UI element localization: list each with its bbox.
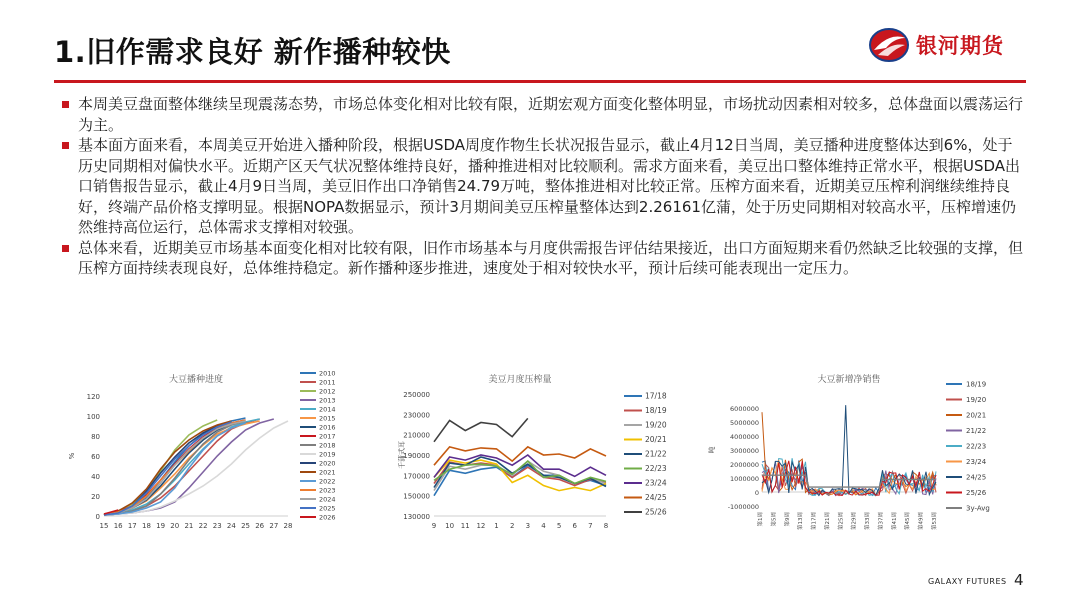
x-tick-label: 8	[603, 522, 609, 530]
x-tick-label: 第49周	[918, 512, 925, 530]
x-tick-label: 1	[494, 522, 499, 530]
legend-label: 24/25	[645, 493, 667, 502]
chart-title: 美豆月度压榨量	[488, 375, 552, 385]
x-tick-label: 6	[572, 522, 577, 530]
x-tick-label: 第37周	[878, 512, 885, 530]
x-tick-label: 28	[283, 522, 293, 530]
x-tick-label: 18	[142, 522, 151, 530]
legend-label: 2016	[319, 423, 336, 432]
legend-label: 2015	[319, 414, 336, 423]
y-tick-label: 3000000	[730, 447, 759, 455]
x-tick-label: 第25周	[838, 512, 845, 530]
x-tick-label: 第41周	[891, 512, 898, 530]
bullet-text: 本周美豆盘面整体继续呈现震荡态势，市场总体变化相对比较有限，近期宏观方面变化整体明显，市场扰动因素相对较多，总体盘面以震荡运行为主。	[78, 95, 1024, 134]
chart-net-sales	[706, 368, 1024, 548]
legend-label: 2023	[319, 486, 336, 495]
x-tick-label: 26	[255, 522, 265, 530]
legend-label: 2021	[319, 468, 336, 477]
legend-label: 17/18	[645, 391, 667, 401]
y-tick-label: 4000000	[730, 433, 759, 441]
y-tick-label: 0	[754, 489, 759, 497]
chart-net-sales-svg	[706, 368, 1024, 548]
x-tick-label: 11	[460, 522, 470, 530]
x-tick-label: 17	[127, 522, 137, 530]
x-tick-label: 19	[156, 522, 166, 530]
x-tick-label: 第13周	[798, 512, 805, 530]
y-tick-label: 190000	[403, 452, 430, 460]
legend-label: 2022	[319, 477, 336, 486]
x-tick-label: 22	[198, 522, 208, 530]
chart-title: 大豆播种进度	[168, 375, 224, 385]
y-tick-label: -1000000	[727, 503, 759, 511]
chart-monthly-crush-svg	[380, 368, 680, 538]
legend-label: 2012	[319, 387, 336, 396]
bullet-marker	[62, 245, 69, 252]
legend-label: 20/21	[966, 411, 987, 420]
x-tick-label: 23	[212, 522, 222, 530]
y-tick-label: 60	[91, 453, 100, 461]
legend-label: 2010	[319, 369, 336, 378]
x-tick-label: 第29周	[851, 512, 858, 530]
galaxy-logo-icon	[868, 26, 910, 64]
series-line-19/20	[434, 461, 606, 491]
y-tick-label: 1000000	[730, 475, 759, 483]
y-tick-label: 210000	[403, 431, 430, 440]
legend-label: 2013	[319, 396, 336, 405]
x-tick-label: 第21周	[824, 512, 831, 530]
legend-label: 19/20	[966, 396, 987, 404]
chart-planting-progress	[66, 368, 358, 538]
legend-label: 18/19	[966, 380, 987, 389]
x-tick-label: 25	[241, 522, 250, 530]
x-tick-label: 第53周	[932, 512, 938, 530]
legend-label: 20/21	[645, 435, 667, 444]
legend-label: 24/25	[966, 473, 987, 482]
x-tick-label: 5	[556, 522, 562, 530]
legend-label: 3y-Avg	[966, 504, 990, 513]
y-tick-label: 250000	[403, 391, 430, 399]
page-title: 1.旧作需求良好 新作播种较快	[54, 35, 451, 69]
bullet-text: 基本面方面来看，本周美豆开始进入播种阶段，根据USDA周度作物生长状况报告显示，截止4月12日当周，美豆播种进度整体达到6%，处于历史同期相对偏快水平。近期产区天气状况整体维持良好，播种推进相对比较顺利。需求方面来看，美豆出口整体维持正常水平，根据USDA出口销售报告显示，截止4月9日当周，美豆旧作出口净销售24.79万吨，整体推进相对比较正常。压榨方面来看，近期美豆压榨利润继续维持良好，终端产品价格支撑明显。根据NOPA数据显示，预计3月期间美豆压榨量整体达到2.26161亿蒲，处于历史同期相对较高水平，压榨增速仍然维持高位运行，总体需求支撑相对较强。	[78, 136, 1021, 236]
title-divider	[54, 80, 1026, 83]
legend-label: 2019	[319, 450, 336, 459]
legend-label: 2018	[319, 441, 336, 450]
logo-text: 银河期货	[916, 34, 1004, 58]
x-tick-label: 第45周	[905, 512, 912, 530]
y-tick-label: 20	[91, 493, 100, 501]
series-line-25/26	[434, 418, 528, 441]
x-tick-label: 7	[588, 522, 593, 530]
series-line-17/18	[434, 465, 606, 496]
legend-label: 2024	[319, 495, 336, 504]
x-tick-label: 4	[541, 522, 546, 530]
bullet-item	[62, 238, 1024, 279]
legend-label: 21/22	[645, 449, 667, 459]
legend-label: 22/23	[645, 464, 667, 473]
legend-label: 2025	[319, 504, 336, 513]
x-tick-label: 第17周	[811, 512, 818, 530]
y-tick-label: 0	[95, 513, 100, 521]
legend-label: 2020	[319, 459, 336, 468]
bullet-item	[62, 94, 1024, 135]
x-tick-label: 24	[226, 522, 236, 530]
legend-label: 19/20	[645, 420, 667, 430]
y-tick-label: 5000000	[730, 419, 759, 427]
x-tick-label: 第1周	[758, 512, 764, 527]
footer-brand: GALAXY FUTURES	[928, 577, 1007, 586]
y-tick-label: 40	[91, 473, 100, 481]
y-tick-label: 120	[86, 393, 100, 401]
chart-monthly-crush	[380, 368, 680, 538]
y-tick-label: 80	[91, 433, 100, 441]
legend-label: 21/22	[966, 427, 987, 435]
page-number: 4	[1014, 571, 1024, 589]
company-logo	[868, 26, 1004, 64]
x-tick-label: 第33周	[865, 512, 872, 530]
y-tick-label: 150000	[403, 492, 430, 501]
legend-label: 23/24	[645, 478, 667, 488]
bullet-marker	[62, 101, 69, 108]
x-tick-label: 16	[113, 522, 123, 530]
x-tick-label: 第5周	[771, 512, 778, 527]
x-tick-label: 3	[525, 522, 531, 530]
y-tick-label: 2000000	[730, 461, 759, 469]
x-tick-label: 27	[269, 522, 279, 530]
bullet-list	[62, 94, 1024, 279]
bullet-item	[62, 135, 1024, 238]
x-tick-label: 20	[170, 522, 180, 530]
legend-label: 22/23	[966, 442, 987, 451]
x-tick-label: 9	[431, 522, 437, 530]
y-axis-label: %	[68, 452, 76, 460]
y-tick-label: 100	[86, 413, 100, 421]
legend-label: 2026	[319, 513, 336, 522]
y-tick-label: 170000	[403, 472, 430, 481]
legend-label: 2014	[319, 405, 336, 414]
x-tick-label: 第9周	[784, 512, 791, 527]
legend-label: 23/24	[966, 458, 987, 466]
legend-label: 2011	[319, 378, 336, 387]
legend-label: 2017	[319, 432, 336, 441]
bullet-marker	[62, 142, 69, 149]
chart-planting-progress-svg	[66, 368, 358, 538]
x-tick-label: 2	[509, 522, 515, 530]
y-axis-label: 千蒲式耳	[398, 441, 406, 469]
legend-label: 18/19	[645, 406, 667, 415]
y-axis-label: 吨	[708, 446, 716, 454]
bullet-text: 总体来看，近期美豆市场基本面变化相对比较有限，旧作市场基本与月度供需报告评估结果接近，出口方面短期来看仍然缺乏比较强的支撑，但压榨方面持续表现良好，总体维持稳定。新作播种逐步推进，速度处于相对较快水平，预计后续可能表现出一定压力。	[78, 238, 1024, 277]
y-tick-label: 6000000	[730, 405, 759, 413]
legend-label: 25/26	[966, 489, 987, 497]
chart-title: 大豆新增净销售	[817, 375, 881, 385]
x-tick-label: 10	[445, 522, 455, 530]
x-tick-label: 21	[184, 522, 194, 530]
legend-label: 25/26	[645, 507, 667, 517]
x-tick-label: 12	[476, 522, 486, 530]
y-tick-label: 130000	[403, 513, 430, 521]
y-tick-label: 230000	[403, 411, 430, 420]
x-tick-label: 15	[99, 522, 109, 530]
